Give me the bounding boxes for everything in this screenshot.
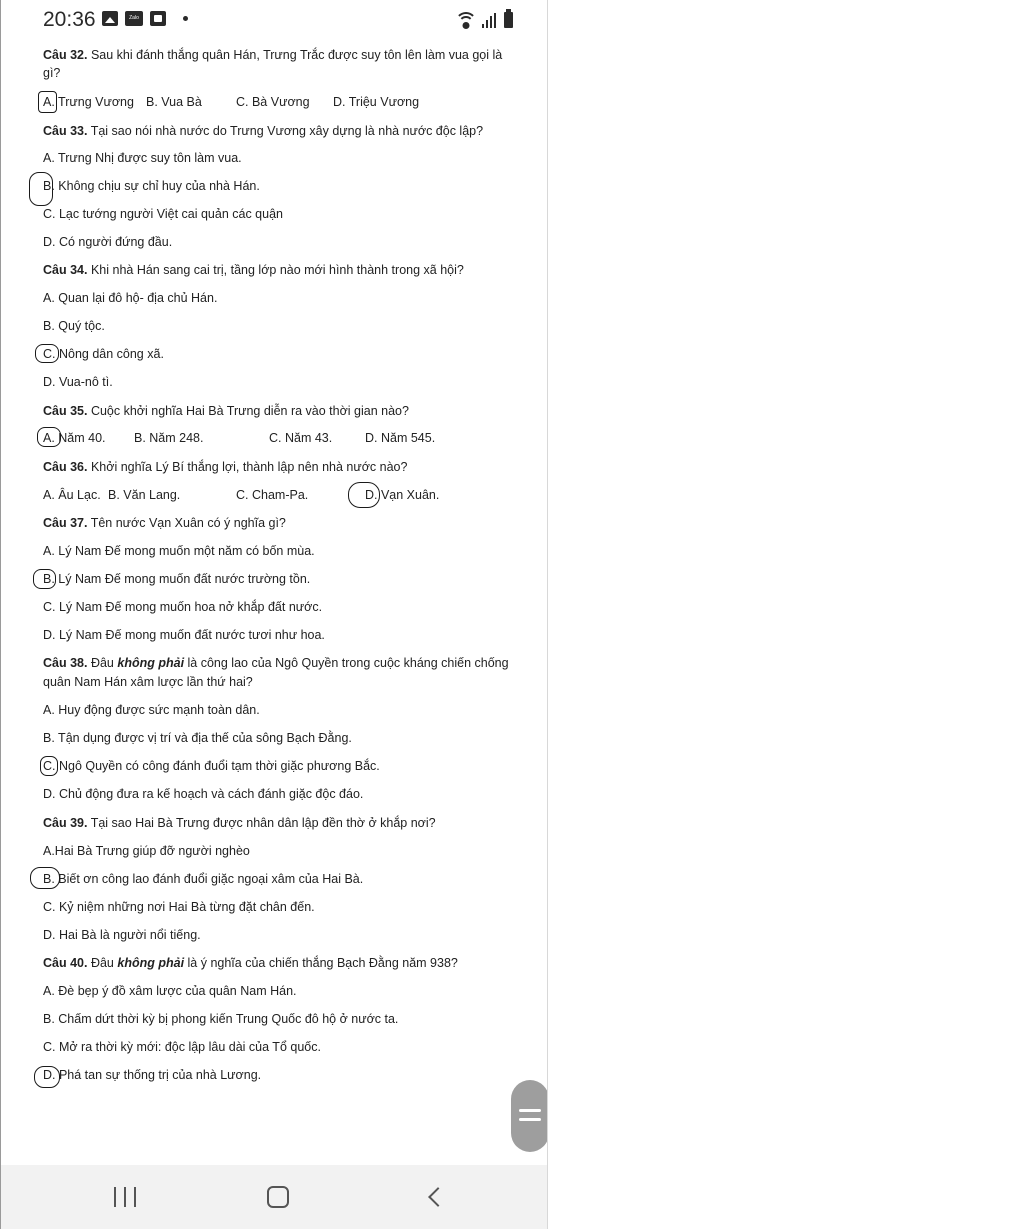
question-32-cont: gì? — [43, 66, 61, 80]
option-38-a: A. Huy động được sức mạnh toàn dân. — [43, 703, 260, 717]
answer-mark — [37, 427, 61, 447]
option-34-a: A. Quan lại đô hộ- địa chủ Hán. — [43, 291, 218, 305]
option-39-b: B. Biết ơn công lao đánh đuổi giặc ngoại xâm của Hai Bà. — [43, 872, 364, 886]
scroll-handle[interactable] — [511, 1080, 548, 1152]
question-36: Câu 36. Khởi nghĩa Lý Bí thắng lợi, thành lập nên nhà nước nào? — [43, 460, 408, 474]
answer-mark — [348, 482, 380, 508]
option-32-a: A. Trưng Vương — [43, 95, 134, 109]
option-36-c: C. Cham-Pa. — [236, 488, 309, 502]
option-38-c: C. Ngô Quyền có công đánh đuổi tạm thời giặc phương Bắc. — [43, 759, 380, 773]
option-39-d: D. Hai Bà là người nổi tiếng. — [43, 928, 201, 942]
option-36-b: B. Văn Lang. — [108, 488, 181, 502]
answer-mark — [34, 1066, 60, 1088]
navigation-bar — [1, 1165, 548, 1229]
zalo-icon: Zalo — [125, 11, 143, 26]
option-33-b: B. Không chịu sự chỉ huy của nhà Hán. — [43, 179, 260, 193]
answer-mark — [35, 344, 59, 363]
option-32-b: B. Vua Bà — [146, 95, 202, 109]
option-39-c: C. Kỷ niệm những nơi Hai Bà từng đặt chân đến. — [43, 900, 315, 914]
question-35: Câu 35. Cuộc khởi nghĩa Hai Bà Trưng diễn ra vào thời gian nào? — [43, 404, 409, 418]
option-40-b: B. Chấm dứt thời kỳ bị phong kiến Trung Quốc đô hộ ở nước ta. — [43, 1012, 399, 1026]
option-40-a: A. Đè bẹp ý đồ xâm lược của quân Nam Hán. — [43, 984, 297, 998]
option-33-a: A. Trưng Nhị được suy tôn làm vua. — [43, 151, 242, 165]
back-icon[interactable] — [426, 1183, 446, 1211]
option-35-d: D. Năm 545. — [365, 431, 436, 445]
notification-dot-icon — [183, 16, 188, 21]
option-34-c: C. Nông dân công xã. — [43, 347, 164, 361]
option-37-d: D. Lý Nam Đế mong muốn đất nước tươi như hoa. — [43, 628, 325, 642]
option-37-c: C. Lý Nam Đế mong muốn hoa nở khắp đất nước. — [43, 600, 323, 614]
option-38-b: B. Tận dụng được vị trí và địa thế của sông Bạch Đằng. — [43, 731, 352, 745]
answer-mark — [40, 756, 58, 776]
battery-icon — [504, 12, 513, 28]
option-33-c: C. Lạc tướng người Việt cai quản các quận — [43, 207, 283, 221]
question-38-cont: quân Nam Hán xâm lược lần thứ hai? — [43, 675, 253, 689]
signal-icon — [482, 13, 498, 28]
question-37: Câu 37. Tên nước Vạn Xuân có ý nghĩa gì? — [43, 516, 286, 530]
answer-mark — [38, 91, 57, 113]
answer-mark — [29, 172, 53, 206]
option-40-c: C. Mở ra thời kỳ mới: độc lập lâu dài của Tổ quốc. — [43, 1040, 321, 1054]
option-36-a: A. Âu Lạc. — [43, 488, 101, 502]
option-38-d: D. Chủ động đưa ra kế hoạch và cách đánh giặc độc đáo. — [43, 787, 364, 801]
question-38: Câu 38. Đâu không phải là công lao của Ngô Quyền trong cuộc kháng chiến chống — [43, 656, 509, 670]
gallery-icon — [102, 11, 118, 26]
option-34-d: D. Vua-nô tì. — [43, 375, 113, 389]
question-33: Câu 33. Tại sao nói nhà nước do Trưng Vương xây dựng là nhà nước độc lập? — [43, 124, 484, 138]
home-icon[interactable] — [267, 1183, 289, 1211]
recent-apps-icon[interactable] — [114, 1183, 136, 1211]
question-32: Câu 32. Sau khi đánh thắng quân Hán, Trưng Trắc được suy tôn lên làm vua gọi là — [43, 48, 503, 62]
option-37-b: B. Lý Nam Đế mong muốn đất nước trường tồn. — [43, 572, 311, 586]
status-bar — [1, 0, 548, 38]
option-35-b: B. Năm 248. — [134, 431, 204, 445]
answer-mark — [30, 867, 60, 889]
option-33-d: D. Có người đứng đầu. — [43, 235, 173, 249]
question-40: Câu 40. Đâu không phải là ý nghĩa của chiến thắng Bạch Đằng năm 938? — [43, 956, 458, 970]
wifi-icon — [456, 12, 476, 28]
option-35-c: C. Năm 43. — [269, 431, 333, 445]
question-34: Câu 34. Khi nhà Hán sang cai trị, tầng lớp nào mới hình thành trong xã hội? — [43, 263, 464, 277]
option-36-d: D. Vạn Xuân. — [365, 488, 440, 502]
message-icon — [150, 11, 166, 26]
option-37-a: A. Lý Nam Đế mong muốn một năm có bốn mùa. — [43, 544, 315, 558]
option-35-a: A. Năm 40. — [43, 431, 106, 445]
option-40-d: D. Phá tan sự thống trị của nhà Lương. — [43, 1068, 262, 1082]
question-39: Câu 39. Tại sao Hai Bà Trưng được nhân dân lập đền thờ ở khắp nơi? — [43, 816, 436, 830]
status-time: 20:36 — [43, 8, 96, 31]
option-39-a: A.Hai Bà Trưng giúp đỡ người nghèo — [43, 844, 250, 858]
option-32-c: C. Bà Vương — [236, 95, 310, 109]
option-32-d: D. Triệu Vương — [333, 95, 420, 109]
option-34-b: B. Quý tộc. — [43, 319, 105, 333]
answer-mark — [33, 569, 56, 589]
